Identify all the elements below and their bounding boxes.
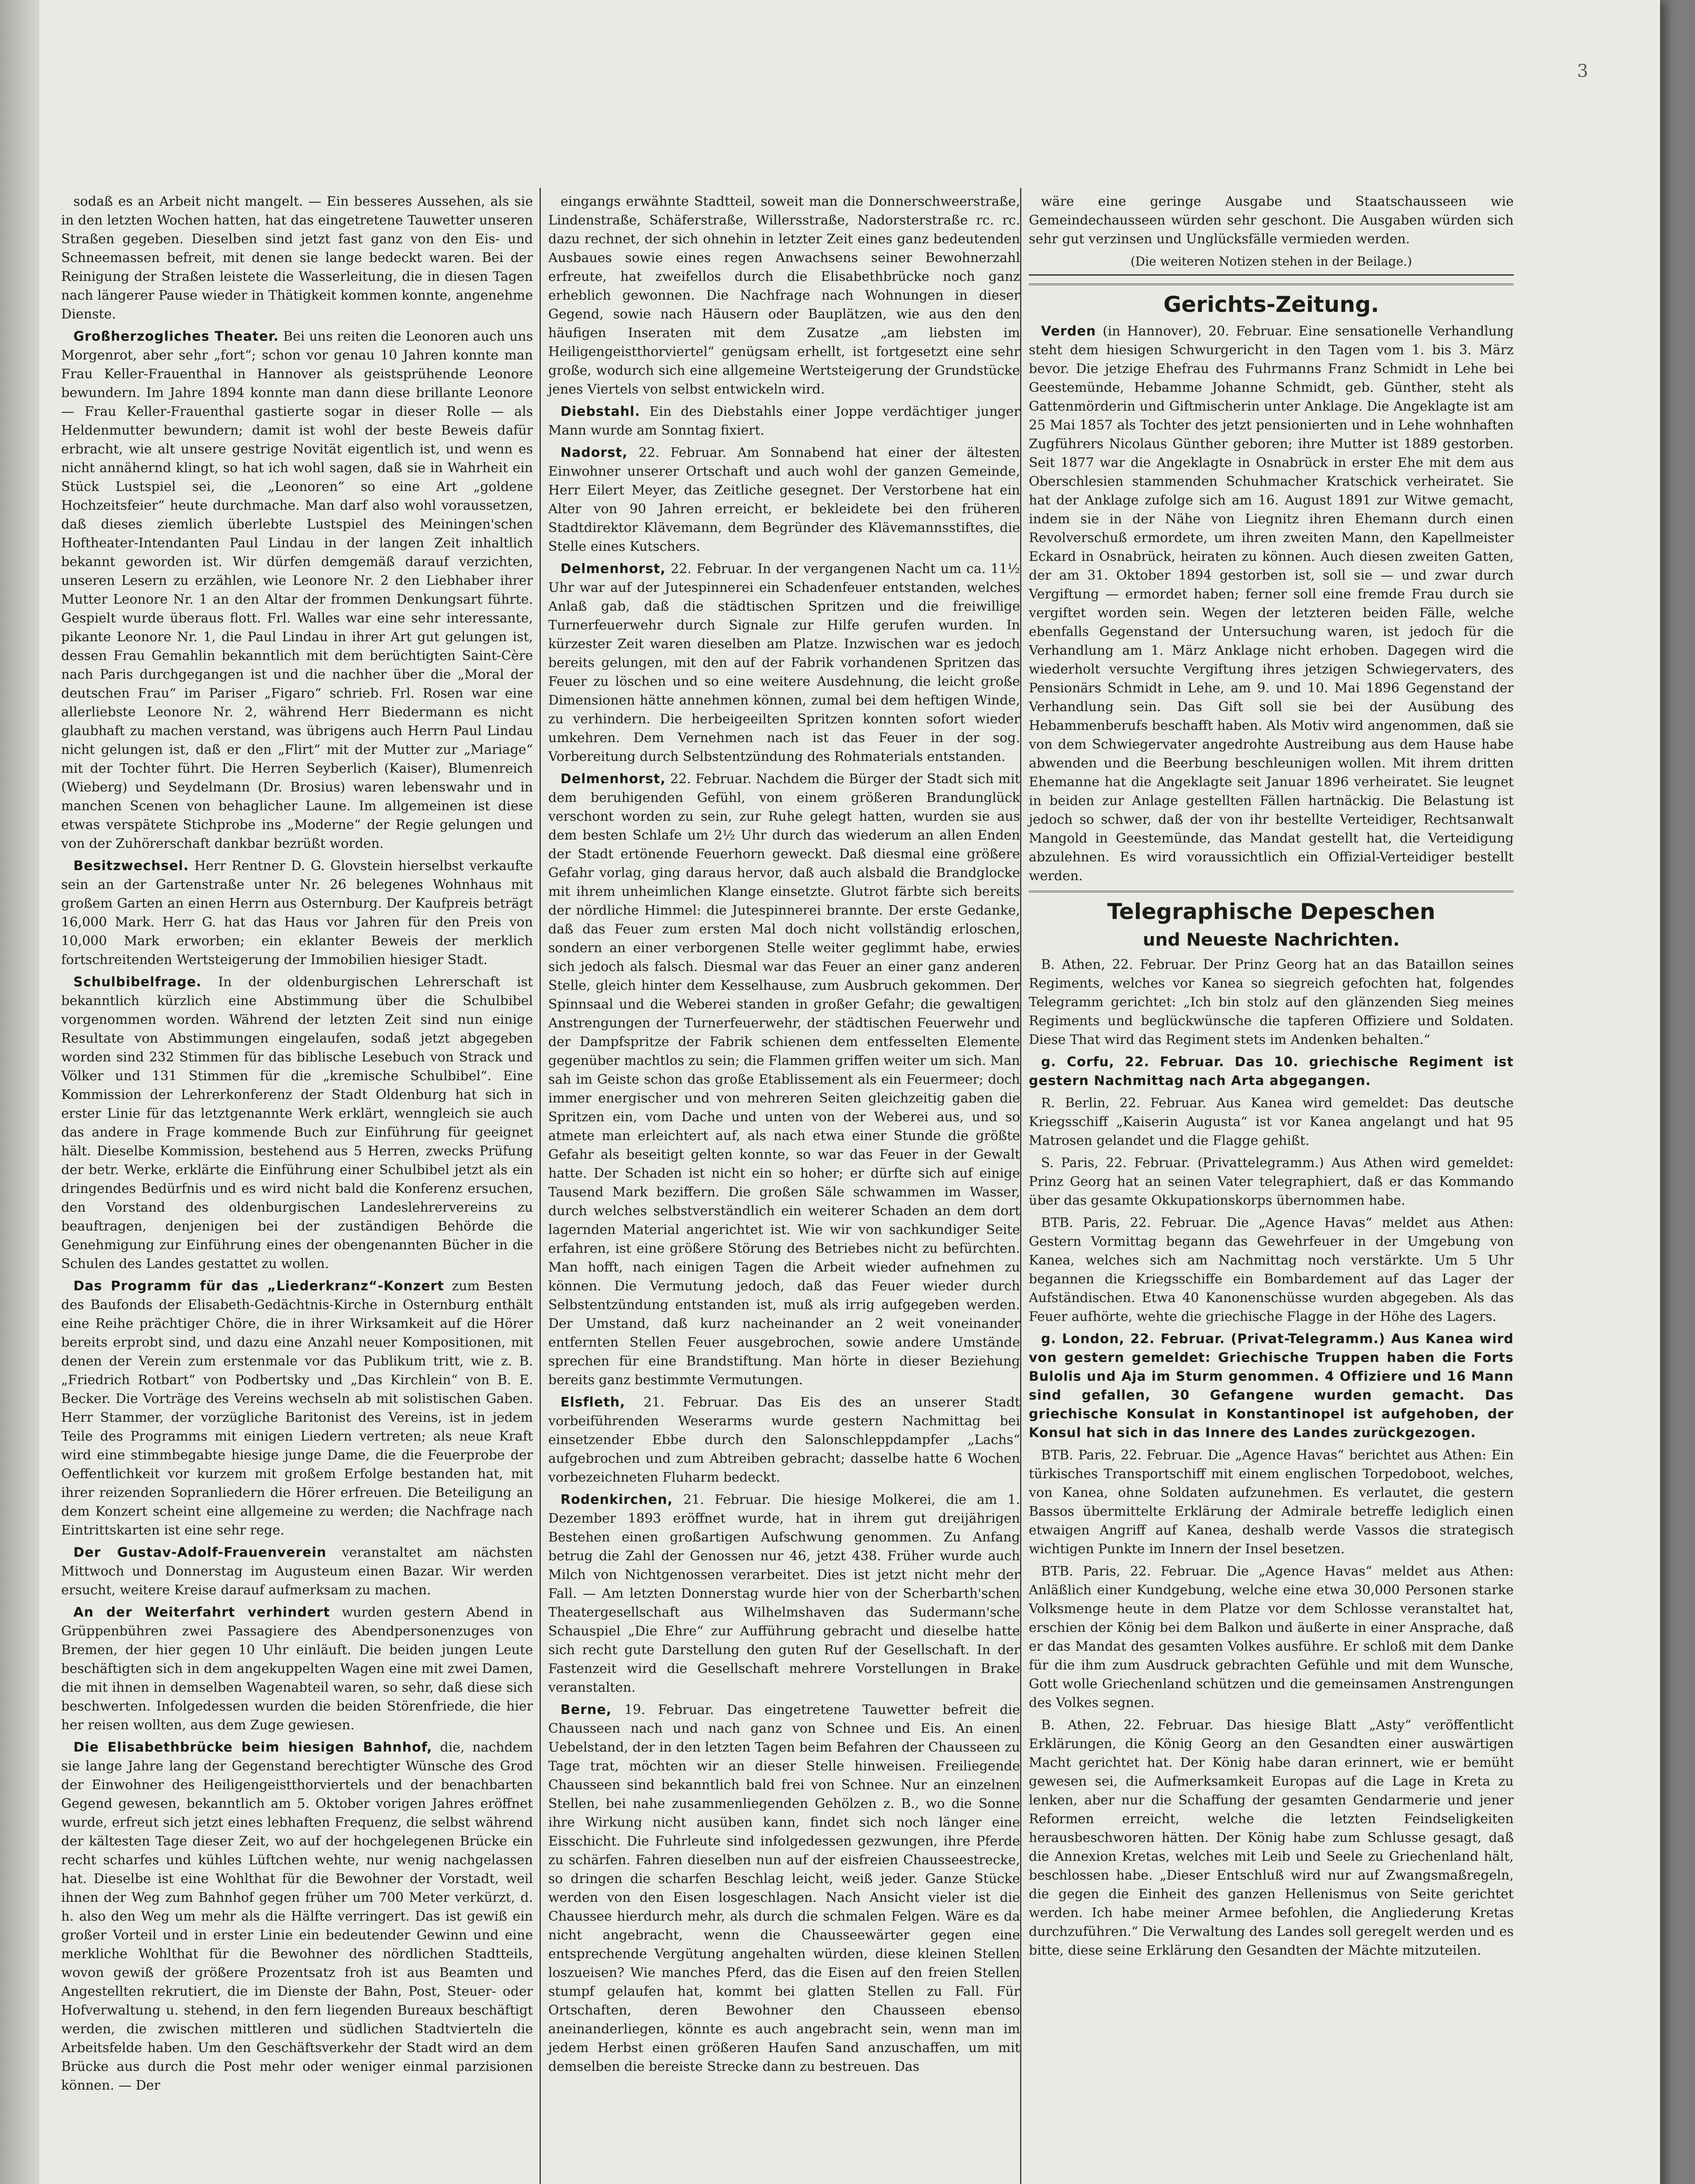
article-heading: Großherzogliches Theater.: [73, 329, 279, 344]
article-text: 22. Februar. Nachdem die Bürger der Stadt sich mit dem beruhigenden Gefühl, von einem größeren Brandunglück verschont worden zu sein, zur Ruhe gelegt hatten, wurden sie aus dem besten Schlafe um 2½ Uhr durch das wiederum an allen Enden der Stadt ertönende Feuerhorn geweckt. Daß diesmal eine größere Gefahr vorlag, ging daraus hervor, daß auch alsbald die Brandglocke mit ihrem unheimlichen Klange einsetzte. Glutrot färbte sich bereits der nördliche Himmel: die Jutespinnerei brannte. Der erste Gedanke, daß das Feuer zum ersten Mal doch nicht vollständig erloschen, sondern an einer verborgenen Stelle weiter geglimmt habe, erwies sich jedoch als falsch. Diesmal war das Feuer an einer ganz anderen Stelle, gleich hinter dem Kesselhause, zum Ausbruch gekommen. Der Spinnsaal und die Weberei standen in großer Gefahr; die gewaltigen Anstrengungen der Turnerfeuerwehr, der städtischen Feuerwehr und der Dampfspritze der Fabrik schienen dem entfesselten Elemente gegenüber machtlos zu sein; die Flammen griffen weiter um sich. Man sah im Geiste schon das große Etablissement als ein Feuermeer; doch immer energischer und von mehreren Seiten gleichzeitig gaben die Spritzen ein, vom Dache und unten von der Weberei aus, und so atmete man erleichtert auf, als nach etwa einer Stunde die größte Gefahr als beseitigt gelten konnte, so war das Feuer in der Gewalt hatte. Der Schaden ist nicht ein so hoher; er dürfte sich auf einige Tausend Mark beziffern. Die großen Säle schwammen im Wasser, durch welches selbstverständlich ein weiterer Schaden an dem dort lagernden Material angerichtet ist. Wie wir von sachkundiger Seite erfahren, ist eine größere Störung des Betriebes nicht zu befürchten. Man hofft, nach einigen Tagen die Arbeit wieder aufnehmen zu können. Die Vermutung jedoch, daß das Feuer wieder durch Selbstentzündung entstanden ist, muß als irrig aufgegeben werden. Der Umstand, daß kurz nacheinander an 2 weit voneinander entfernten Stellen Feuer ausgebrochen, sowie andere Umstände sprechen für eine Brandstiftung. Man hörte in dieser Beziehung bereits ganz bestimmte Vermutungen.: [548, 771, 1020, 1388]
section-title-telegraph: Telegraphische Depeschen: [1029, 891, 1514, 925]
article-besitzwechsel: [61, 857, 533, 969]
article-delmenhorst-1: [548, 560, 1020, 766]
dispatch: g. Corfu, 22. Februar. Das 10. griechische Regiment ist gestern Nachmittag nach Arta abgegangen.: [1029, 1054, 1514, 1089]
article-paragraph: eingangs erwähnte Stadtteil, soweit man die Donnerschweerstraße, Lindenstraße, Schäferstraße, Willersstraße, Nadorsterstraße rc. rc. dazu rechnet, der sich ohnehin in letzter Zeit eines ganz bedeutenden Ausbaues sowie eines regen Anwachsens seiner Bewohnerzahl erfreute, hat zweifellos durch die Elisabethbrücke noch ganz erheblich gewonnen. Die Nachfrage nach Wohnungen in dieser Gegend, sowie nach Häusern oder Bauplätzen, wie aus den den häufigen Inseraten mit dem Zusatze „am liebsten im Heiligengeistthorviertel“ genügsam erhellt, ist fortgesetzt eine sehr große, wodurch sich eine allgemeine Wertsteigerung der Grundstücke jenes Viertels von selbst entwickeln wird.: [548, 194, 1020, 397]
article-paragraph: wäre eine geringe Ausgabe und Staatschausseen wie Gemeindechausseen würden sehr geschont. Die Ausgaben würden sich sehr gut verzinsen und Unglücksfälle vermieden werden.: [1029, 194, 1514, 247]
article-text: 22. Februar. Am Sonnabend hat einer der ältesten Einwohner unserer Ortschaft und auch wohl der ganzen Gemeinde, Herr Eilert Meyer, das Zeitliche gesegnet. Der Verstorbene hat ein Alter von 90 Jahren erreicht, er bekleidete bei den früheren Stadtdirektor Klävemann, dem Begründer des Klävemannsstiftes, die Stelle eines Kutschers.: [548, 445, 1020, 554]
article-heading: Diebstahl.: [560, 404, 640, 419]
article-heading: Delmenhorst,: [560, 771, 666, 787]
column-3: [1029, 192, 1514, 1963]
article-text: wurden gestern Abend in Grüppenbühren zwei Passagiere des Abendpersonenzuges von Bremen, der hier gegen 10 Uhr einläuft. Die beiden jungen Leute beschäftigten sich in dem angekuppelten Wagen eine mit zwei Damen, die mit ihnen in demselben Wagenabteil waren, so sehr, daß diese sich beschwerten. Infolgedessen wurden die beiden Störenfriede, die hier her reisen wollten, aus dem Zuge gewiesen.: [61, 1605, 533, 1733]
article-heading: Elsfleth,: [560, 1395, 626, 1410]
article-text: 22. Februar. In der vergangenen Nacht um ca. 11½ Uhr war auf der Jutespinnerei ein Schadenfeuer entstanden, welches Anlaß gab, daß die städtischen Spritzen und die freiwillige Turnerfeuerwehr durch Signale zur Hilfe gerufen wurden. In kürzester Zeit waren dieselben am Platze. Inzwischen war es jedoch bereits gelungen, mit den auf der Fabrik vorhandenen Spritzen das Feuer zu löschen und so eine weitere Ausdehnung, die leicht große Dimensionen hätte annehmen können, zumal bei dem heftigen Winde, zu verhindern. Die herbeigeeilten Spritzen konnten sofort wieder umkehren. Dem Vernehmen nach ist das Feuer in der sog. Vorbereitung durch Selbstentzündung des Rohmaterials entstanden.: [548, 561, 1020, 764]
article-schulbibel: [61, 973, 533, 1273]
article-text: die, nachdem sie lange Jahre lang der Gegenstand berechtigter Wünsche des Grod der Einwohner des Heiligengeistthorviertels und der benachbarten Gegend gewesen, bekanntlich am 5. Oktober vorigen Jahres eröffnet wurde, erfreut sich jetzt eines lebhaften Frequenz, die selbst während der kältesten Tage dieser Zeit, wo auf der hochgelegenen Brücke ein recht scharfes und kühles Lüftchen wehte, nur wenig nachgelassen hat. Dieselbe ist eine Wohlthat für die Bewohner der Vorstadt, weil ihnen der Weg zum Bahnhof gegen früher um 700 Meter verkürzt, d. h. also den Weg um mehr als die Hälfte verringert. Das ist gewiß ein großer Vorteil und in erster Linie ein bedeutender Gewinn und eine merkliche Wohlthat für die Bewohner des nördlichen Stadtteils, wovon gewiß der größere Prozentsatz froh ist aus Beamten und Angestellten rekrutiert, die im Dienste der Bahn, Post, Steuer- oder Hofverwaltung u. stehend, in den fern liegenden Bureaux beschäftigt werden, die zwischen mittleren und südlichen Stadtvierteln die Arbeitsfelde haben. Um den Geschäftsverkehr der Stadt wird an dem Brücke aus durch die Post mehr oder weniger einmal parzisionen können. — Der: [61, 1740, 533, 2093]
column-divider: [540, 188, 541, 2184]
article-frauenverein: [61, 1543, 533, 1600]
article-heading: An der Weiterfahrt verhindert: [73, 1605, 330, 1620]
article-heading: Rodenkirchen,: [560, 1492, 673, 1507]
article-text: 21. Februar. Die hiesige Molkerei, die am 1. Dezember 1893 eröffnet wurde, hat in ihrem gut dreijährigen Bestehen einen großartigen Aufschwung genommen. Zu Anfang betrug die Zahl der Genossen nur 46, jetzt 438. Früher wurde auch Milch von Nichtgenossen verarbeitet. Dies ist jetzt nicht mehr der Fall. — Am letzten Donnerstag wurde hier von der Scherbarth'schen Theatergesellschaft aus Wilhelmshaven das Sudermann'sche Schauspiel „Die Ehre“ zur Aufführung gebracht und dieselbe hatte sich recht gute Darstellung den guten Ruf der Gesellschaft. In der Fastenzeit wird die Gesellschaft mehrere Vorstellungen in Brake veranstalten.: [548, 1492, 1020, 1695]
article-heading: Die Elisabethbrücke beim hiesigen Bahnhof,: [73, 1740, 432, 1755]
beilage-note: (Die weiteren Notizen stehen in der Beilage.): [1029, 252, 1514, 276]
article-delmenhorst-2: [548, 770, 1020, 1389]
article-rodenkirchen: [548, 1490, 1020, 1697]
dispatch: BTB. Paris, 22. Februar. Die „Agence Havas“ meldet aus Athen: Gestern Vormittag begann das Gewehrfeuer in der Umgebung von Kanea, welches sich am Nachmittag noch verstärkte. Um 5 Uhr begannen die Kriegsschiffe ein Bombardement auf das Lager der Aufständischen. Etwa 40 Kanonenschüsse wurden abgegeben. Als das Feuer aufhörte, wehte die griechische Flagge in der Höhe des Lagers.: [1029, 1215, 1514, 1324]
article-text: In der oldenburgischen Lehrerschaft ist bekanntlich kürzlich eine Abstimmung über die Schulbibel vorgenommen worden. Während der letzten Zeit sind nun einige Resultate von Abstimmungen eingelaufen, sodaß jetzt abgegeben worden sind 232 Stimmen für das biblische Lesebuch von Strack und Völker und 131 Stimmen für die „kremische Schulbibel“. Eine Kommission der Lehrerkonferenz der Stadt Oldenburg hat sich in erster Linie für das letztgenannte Werk erklärt, wenngleich sie auch das andere in Frage kommende Buch zur Einführung für geeignet hält. Dieselbe Kommission, bestehend aus 5 Herren, zwecks Prüfung der betr. Werke, erklärte die Einführung einer Schulbibel jetzt als ein dringendes Bedürfnis und es wird nicht bald die Konferenz ersuchen, den Vorstand des oldenburgischen Landeslehrervereins zu beauftragen, denjenigen bei der zuständigen Behörde die Genehmigung zur Einführung eines der obengenannten Bücher in die Schulen des Landes gestattet zu wollen.: [61, 975, 533, 1272]
binding-edge: [0, 0, 39, 2184]
article-berne: [548, 1700, 1020, 2076]
article-heading: Verden: [1041, 324, 1096, 339]
article-heading: Das Programm für das „Liederkranz“-Konzert: [73, 1279, 444, 1294]
dispatch: R. Berlin, 22. Februar. Aus Kanea wird gemeldet: Das deutsche Kriegsschiff „Kaiserin Augusta“ ist vor Kanea angelangt und hat 95 Matrosen gelandet und die Flagge gehißt.: [1029, 1095, 1514, 1148]
article-text: zum Besten des Baufonds der Elisabeth-Gedächtnis-Kirche in Osternburg enthält eine Reihe prächtiger Chöre, die in ihrer Wirksamkeit auf die Hörer bereits erprobt sind, und dazu eine Anzahl neuer Kompositionen, mit denen der Verein zum erstenmale vor das Publikum tritt, wie z. B. „Friedrich Rotbart“ von Podbertsky und „Das Kirchlein“ von B. E. Becker. Die Vorträge des Vereins wechseln ab mit solistischen Gaben. Herr Stammer, der vorzügliche Baritonist des Vereins, ist in jedem Teile des Programms mit einigen Liedern vertreten; als neue Kraft wird eine stimmbegabte hiesige junge Dame, die die Feuerprobe der Oeffentlichkeit vor kurzem mit großem Erfolge bestanden hat, mit ihrer reizenden Sopranliedern die Hörer erfreuen. Die Beteiligung an dem Konzert scheint eine allgemeine zu werden; die Nachfrage nach Eintrittskarten ist eine sehr rege.: [61, 1279, 533, 1538]
article-paragraph: sodaß es an Arbeit nicht mangelt. — Ein besseres Aussehen, als sie in den letzten Wochen hatten, hat das eingetretene Tauwetter unseren Straßen gegeben. Dieselben sind jetzt fast ganz von den Eis- und Schneemassen befreit, mit denen sie lange bedeckt waren. Bei der Reinigung der Straßen leistete die Wasserleitung, die in diesen Tagen nach längerer Pause wieder in Thätigkeit kommen konnte, angenehme Dienste.: [61, 194, 533, 322]
dispatch: BTB. Paris, 22. Februar. Die „Agence Havas“ meldet aus Athen: Anläßlich einer Kundgebung, welche eine etwa 30,000 Personen starke Volksmenge heute in dem Platze vor dem Schlosse veranstaltet hat, erschien der König bei dem Balkon und äußerte in einer Ansprache, daß er das Mandat des gesamten Volkes ausführe. Er schloß mit dem Danke für die ihm zum Ausdruck gebrachten Gefühle und mit dem Wunsche, Gott wolle Griechenland schützen und die gemeinsamen Anstrengungen des Volkes segnen.: [1029, 1564, 1514, 1711]
article-text: 19. Februar. Das eingetretene Tauwetter befreit die Chausseen nach und nach ganz von Schnee und Eis. An einen Uebelstand, der in den letzten Tagen beim Befahren der Chausseen zu Tage trat, möchten wir an dieser Stelle hinweisen. Freiliegende Chausseen sind bekanntlich bald frei von Schnee. Nur an einzelnen Stellen, bei nahe zusammenliegenden Gehölzen z. B., wo die Sonne ihre Wirkung nicht ausüben kann, findet sich noch länger eine Eisschicht. Die Fuhrleute sind infolgedessen gezwungen, ihre Pferde zu schärfen. Fahren dieselben nun auf der eisfreien Chausseestrecke, so dringen die scharfen Beschlag leicht, weiß jeder. Ganze Stücke werden von den Eisen losgeschlagen. Nach Ansicht vieler ist die Chaussee hierdurch mehr, als durch die schmalen Felgen. Wäre es da nicht angebracht, wenn die Chausseewärter gegen eine entsprechende Vergütung angehalten würden, diese kleinen Stellen loszueisen? Wie manches Pferd, das die Eisen auf den freien Stellen stumpf gelaufen hat, kommt bei glatten Stellen zu Fall. Für Ortschaften, deren Bewohner den Chausseen ebenso aneinanderliegen, könnte es auch angebracht sein, wenn man im jedem Herbst einen größeren Haufen Sand anzuschaffen, um mit demselben die bereiste Strecke dann zu bestreuen. Das: [548, 1702, 1020, 2074]
dispatch: g. London, 22. Februar. (Privat-Telegramm.) Aus Kanea wird von gestern gemeldet: Griechische Truppen haben die Forts Bulolis und Aja im Sturm genommen. 4 Offiziere und 16 Mann sind gefallen, 30 Gefangene wurden gemacht. Das griechische Konsulat in Konstantinopel ist aufgehoben, der Konsul hat sich in das Innere des Landes zurückgezogen.: [1029, 1331, 1514, 1441]
article-text: 21. Februar. Das Eis des an unserer Stadt vorbeiführenden Weserarms wurde gestern Nachmittag bei einsetzender Ebbe durch den Salonschleppdampfer „Lachs“ aufgebrochen und zum Abtreiben gebracht; dasselbe hatte 6 Wochen vorbezeichneten Fluharm bedeckt.: [548, 1395, 1020, 1485]
article-elsfleth: [548, 1393, 1020, 1487]
dispatch: B. Athen, 22. Februar. Das hiesige Blatt „Asty“ veröffentlicht Erklärungen, die König Georg an den Gesandten einer auswärtigen Macht gerichtet hat. Der König habe daran erinnert, wie er bemüht gewesen sei, die Aufmerksamkeit Europas auf die Lage in Kreta zu lenken, aber nur die Schaffung der gesamten Gendarmerie und jener Reformen erreicht, welche die letzten Feindseligkeiten herausbeschworen hätten. Der König habe zum Schlusse gesagt, daß die Annexion Kretas, welches mit Leib und Seele zu Griechenland hält, beschlossen habe. „Dieser Entschluß wird nur auf Zwangsmaßregeln, die gegen die Einheit des ganzen Hellenismus von Seite gerichtet werden. Ich habe meiner Armee befohlen, die Angliederung Kretas durchzuführen.“ Die Verwaltung des Landes soll geregelt werden und es bitte, diese seine Erklärung den Gesandten der Mächte mitzuteilen.: [1029, 1717, 1514, 1958]
column-divider: [1020, 188, 1021, 2184]
article-text: Herr Rentner D. G. Glovstein hierselbst verkaufte sein an der Gartenstraße unter Nr. 26 belegenes Wohnhaus mit großem Garten an einen Herrn aus Osternburg. Der Kaufpreis beträgt 16,000 Mark. Herr G. hat das Haus vor Jahren für den Preis von 10,000 Mark erworben; ein eklanter Beweis der merklich fortschreitenden Wertsteigerung der Immobilien hiesiger Stadt.: [61, 858, 533, 968]
article-theater: [61, 327, 533, 853]
article-text: Bei uns reiten die Leonoren auch uns Morgenrot, aber sehr „fort“; schon vor genau 10 Jahren konnte man Frau Keller-Frauenthal in Hannover als geistsprühende Leonore bewundern. Im Jahre 1894 konnte man dann diese brillante Leonore — Frau Keller-Frauenthal gastierte sogar in dieser Rolle — als Heldenmutter bewundern; damit ist wohl der beste Beweis dafür erbracht, wie alt unsere gestrige Novität eigentlich ist, und wenn es nicht annähernd klingt, so hat ich wohl sagen, daß sie in Wahrheit ein Stück Lustspiel sei, die „Leonoren“ so eine Art „goldene Hochzeitsfeier“ heute durchmache. Man darf also wohl voraussetzen, daß dieses ziemlich überlebte Lustspiel des Meiningen'schen Hoftheater-Intendanten Paul Lindau in der langen Zeit inhaltlich bekannt geworden ist. Wir dürfen demgemäß darauf verzichten, unseren Lesern zu erzählen, wie Leonore Nr. 2 den Liebhaber ihrer Mutter Leonore Nr. 1 an den Altar der frommen Denkungsart führte. Gespielt wurde überaus flott. Frl. Walles war eine sehr interessante, pikante Leonore Nr. 1, die Paul Lindau in ihrer Art gut gelungen ist, dessen Frau Gemahlin bekanntlich mit dem berüchtigten Saint-Cère nach Paris durchgegangen ist und die nachher über die „Moral der deutschen Frau“ im Pariser „Figaro“ schrieb. Frl. Rosen war eine allerliebste Leonore Nr. 2, während Herr Biedermann es nicht glaubhaft zu machen verstand, was übrigens auch Herrn Paul Lindau nicht gelungen ist, daß er den „Flirt“ mit der Mutter zur „Mariage“ mit der Tochter führt. Die Herren Seyberlich (Kaiser), Blumenreich (Wieberg) und Seydelmann (Dr. Brosius) waren lebenswahr und in manchen Scenen von behaglicher Laune. Im allgemeinen ist diese etwas verspätete Stichprobe ins „Moderne“ der Regie gelungen und von der Zuhörerschaft dankbar bezrüßt worden.: [61, 329, 533, 851]
article-elisabethbruecke: [61, 1738, 533, 2095]
article-nadorst: [548, 443, 1020, 556]
article-weiterfahrt: [61, 1603, 533, 1735]
article-text: Ein des Diebstahls einer Joppe verdächtiger junger Mann wurde am Sonntag fixiert.: [548, 404, 1020, 438]
dispatch: S. Paris, 22. Februar. (Privattelegramm.) Aus Athen wird gemeldet: Prinz Georg hat an seinen Vater telegraphiert, daß er das Kommando über das gesamte Okkupationskorps übernommen habe.: [1029, 1155, 1514, 1208]
section-title-court: Gerichts-Zeitung.: [1029, 283, 1514, 318]
article-heading: Besitzwechsel.: [73, 858, 189, 874]
article-heading: Nadorst,: [560, 445, 628, 460]
article-diebstahl: [548, 402, 1020, 440]
section-subtitle-telegraph: und Neueste Nachrichten.: [1143, 930, 1400, 950]
article-heading: Berne,: [560, 1702, 612, 1717]
article-text: (in Hannover), 20. Februar. Eine sensationelle Verhandlung steht dem hiesigen Schwurgericht in den Tagen vom 1. bis 3. März bevor. Die jetzige Ehefrau des Fuhrmanns Franz Schmidt in Lehe bei Geestemünde, Hebamme Johanne Schmidt, geb. Günther, steht als Gattenmörderin und Giftmischerin unter Anklage. Die Angeklagte ist am 25 Mai 1857 als Tochter des jetzt pensionierten und in Lehe wohnhaften Zugführers Nicolaus Günther geboren; ihre Mutter ist 1889 gestorben. Seit 1877 war die Angeklagte in Osnabrück in erster Ehe mit dem aus Oberschlesien stammenden Schuhmacher Kratschick verheiratet. Sie hat der Anklage zufolge sich am 16. August 1891 zur Witwe gemacht, indem sie in der Nähe von Liegnitz ihren Ehemann durch einen Revolverschuß ermordete, um ihren zweiten Mann, den Kapellmeister Eckard in Osnabrück, heiraten zu können. Auch diesen zweiten Gatten, der am 31. Oktober 1894 gestorben ist, soll sie — und zwar durch Vergiftung — ermordet haben; ferner soll eine fremde Frau durch sie vergiftet worden sein. Wegen der letzteren beiden Fälle, welche ebenfalls Gegenstand der Untersuchung waren, ist jedoch für die Verhandlung am 1. März Anklage nicht erhoben. Dagegen wird die wiederholt versuchte Vergiftung ihres jetzigen Schwiegervaters, des Pensionärs Schmidt in Lehe, am 9. und 10. Mai 1896 Gegenstand der Verhandlung sein. Das Gift soll sie bei der Ausübung des Hebammenberufs beschafft haben. Als Motiv wird angenommen, daß sie von dem Schwiegervater angedrohte Austreibung aus dem Hause habe abwenden und die Beerbung beschleunigen wollen. Mit ihrem dritten Ehemanne hat die Angeklagte seit Januar 1896 verheiratet. Sie leugnet in beiden zur Anlage gestellten Fällen hartnäckig. Die Belastung ist jedoch so schwer, daß der von ihr bestellte Verteidiger, Rechtsanwalt Mangold in Geestemünde, das Mandat gestellt hat, die Verteidigung abzulehnen. Es wird voraussichtlich ein Offizial-Verteidiger bestellt werden.: [1029, 324, 1514, 884]
dispatch: BTB. Paris, 22. Februar. Die „Agence Havas“ berichtet aus Athen: Ein türkisches Transportschiff mit einem englischen Torpedoboot, welches, von Kanea, ohne Soldaten aufzunehmen. Es verlautet, die gestern Bassos übermittelte Erklärung der Admirale betreffe lediglich einen etwaigen Angriff auf Kanea, deshalb werde Vassos die strategisch wichtigen Punkte im Innern der Insel besetzen.: [1029, 1448, 1514, 1557]
article-heading: Delmenhorst,: [560, 561, 666, 577]
article-heading: Schulbibelfrage.: [73, 975, 202, 990]
page-number: 3: [1577, 61, 1588, 81]
column-2: [548, 192, 1020, 2080]
dispatch: B. Athen, 22. Februar. Der Prinz Georg hat an das Bataillon seines Regiments, welches vor Kanea so siegreich gefochten hat, folgendes Telegramm gerichtet: „Ich bin stolz auf den glänzenden Sieg meines Regiments und beglückwünsche die tapferen Offiziere und Soldaten. Diese That wird das Regiment stets im Andenken behalten.“: [1029, 957, 1514, 1047]
column-1: [61, 192, 533, 2098]
article-liederkranz: [61, 1277, 533, 1540]
article-text: veranstaltet am nächsten Mittwoch und Donnerstag im Augusteum einen Bazar. Wir werden ersucht, weitere Kreise darauf aufmerksam zu machen.: [61, 1545, 533, 1598]
article-heading: Der Gustav-Adolf-Frauenverein: [73, 1545, 327, 1560]
article-verden: [1029, 322, 1514, 885]
